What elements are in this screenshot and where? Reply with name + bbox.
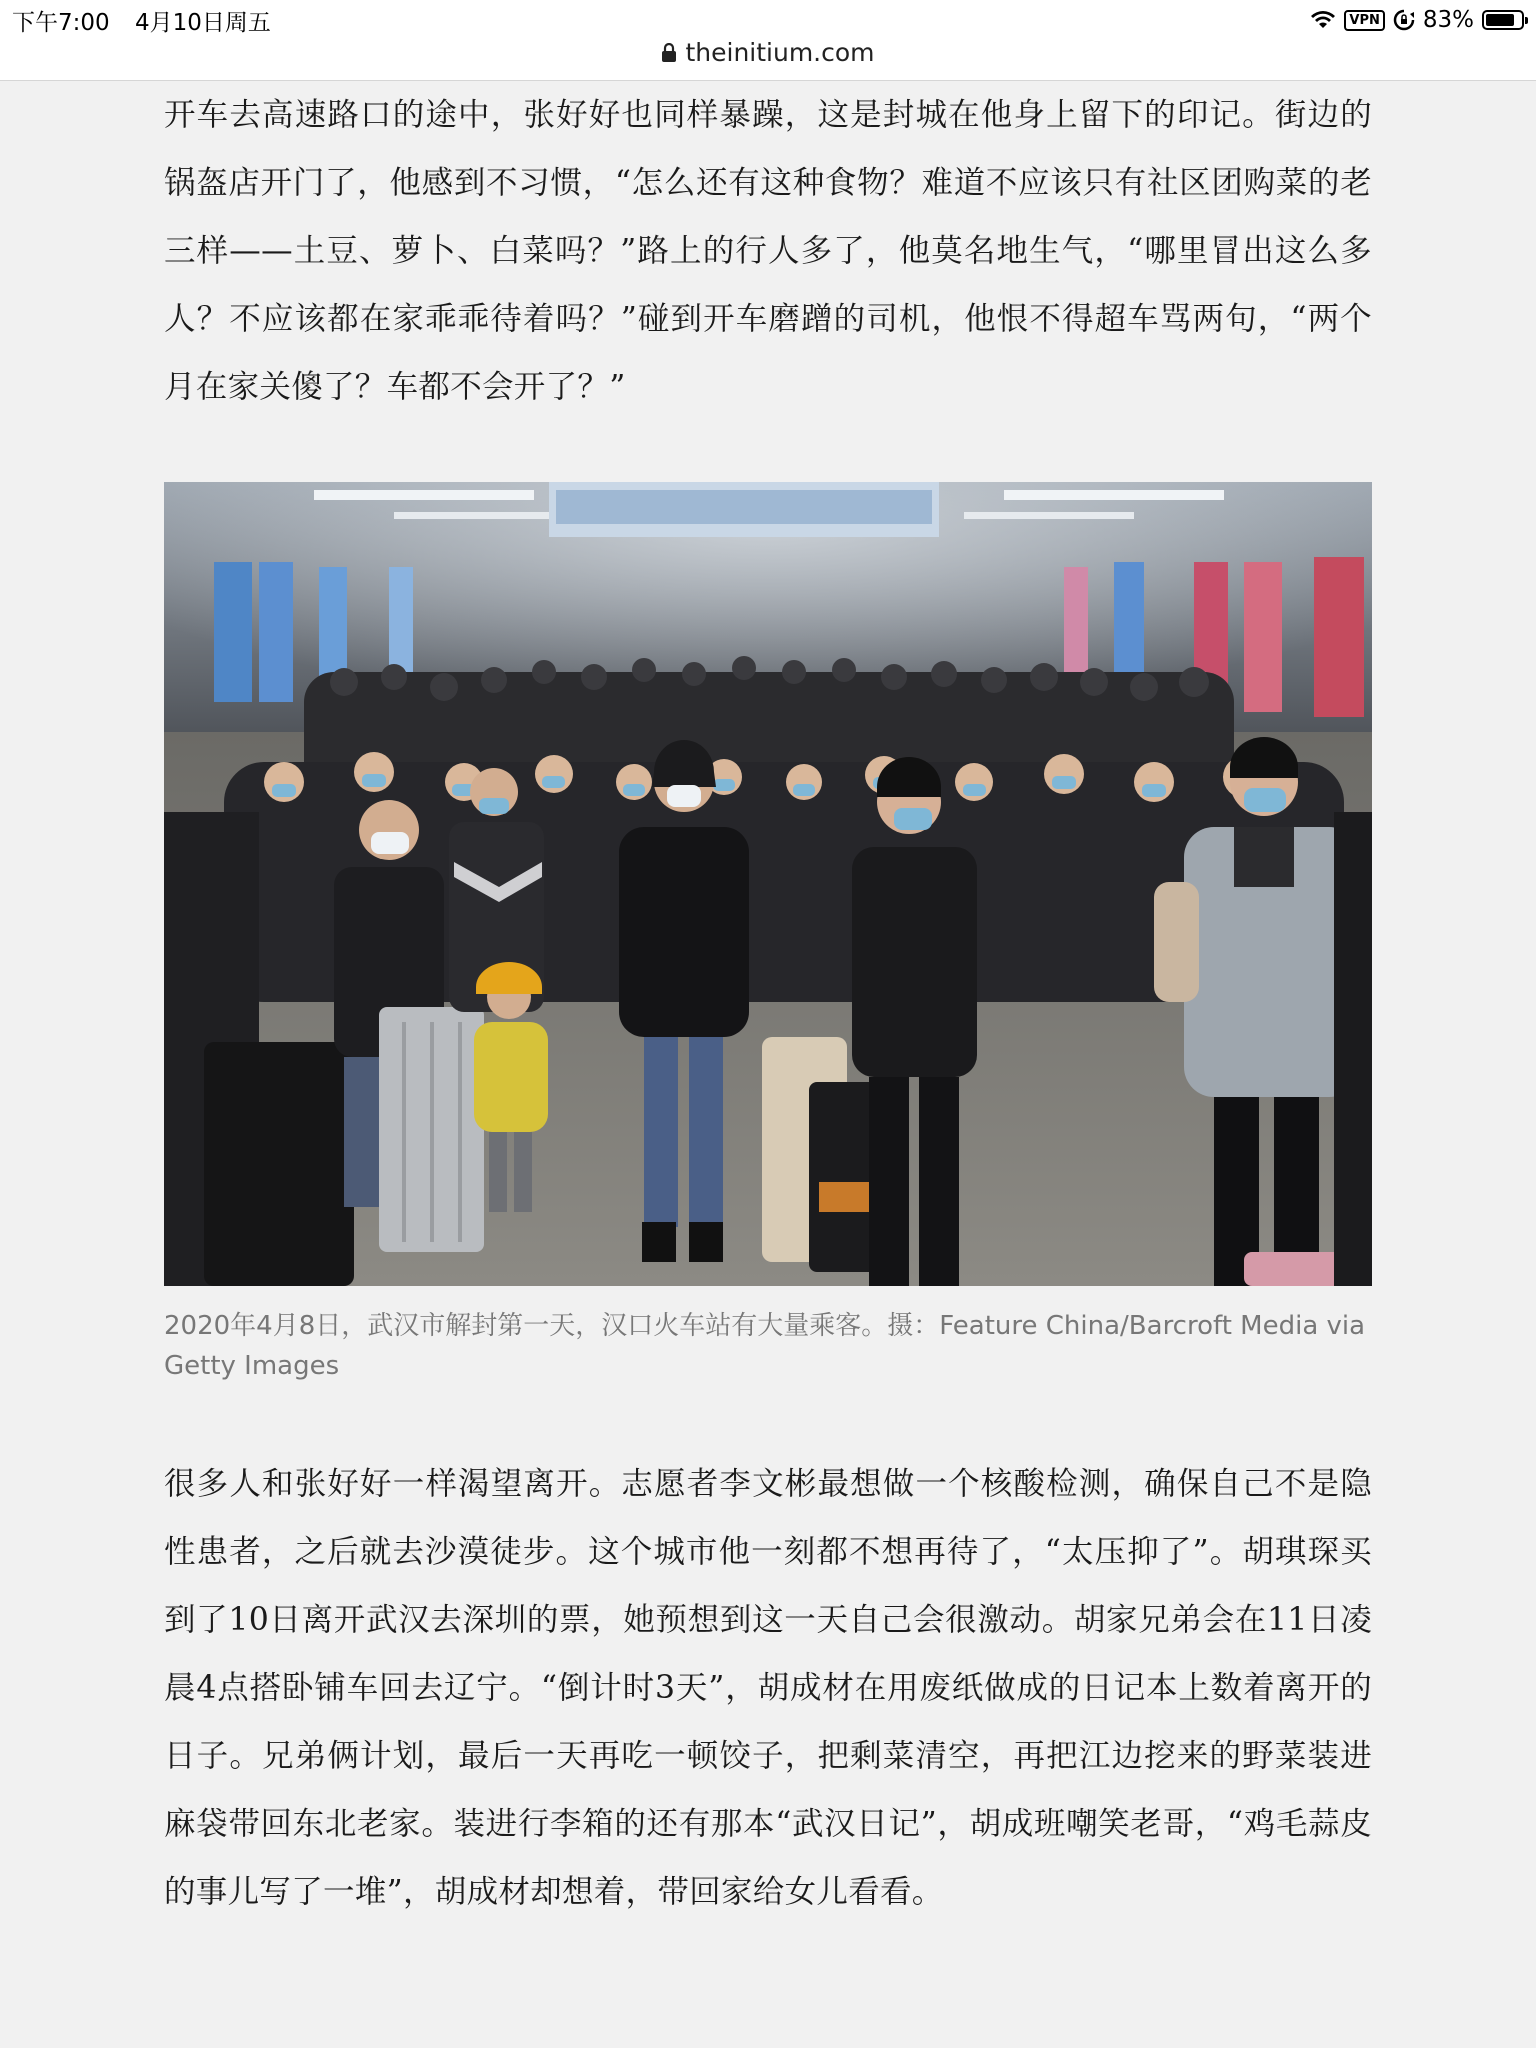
photo-caption: 2020年4月8日，武汉市解封第一天，汉口火车站有大量乘客。摄：Feature China/Barcroft Media via Getty Images xyxy=(164,1311,1366,1381)
battery-icon xyxy=(1482,10,1524,30)
lock-icon xyxy=(661,40,677,69)
station-crowd-image xyxy=(164,482,1372,1286)
article-photo[interactable] xyxy=(164,482,1372,1286)
wifi-icon xyxy=(1310,10,1336,30)
article-paragraph: 很多人和张好好一样渴望离开。志愿者李文彬最想做一个核酸检测，确保自己不是隐性患者，之后就去沙漠徒步。这个城市他一刻都不想再待了，“太压抑了”。胡琪琛买到了10日离开武汉去深圳的票，她预想到这一天自己会很激动。胡家兄弟会在11日凌晨4点搭卧铺车回去辽宁。“倒计时3天”，胡成材在用废纸做成的日记本上数着离开的日子。兄弟俩计划，最后一天再吃一顿饺子，把剩菜清空，再把江边挖来的野菜装进麻袋带回东北老家。装进行李箱的还有那本“武汉日记”，胡成班嘲笑老哥，“鸡毛蒜皮的事儿写了一堆”，胡成材却想着，带回家给女儿看看。 xyxy=(164,1466,1372,1910)
address-bar[interactable] xyxy=(0,38,1536,69)
vpn-badge: VPN xyxy=(1344,10,1384,31)
url-text: theinitium.com xyxy=(685,38,875,67)
battery-percent: 83% xyxy=(1422,7,1474,33)
status-bar-right xyxy=(1310,4,1524,36)
status-time: 下午7:00 xyxy=(12,10,110,36)
status-date: 4月10日周五 xyxy=(134,10,271,36)
browser-top-bar xyxy=(0,0,1536,81)
status-bar-left xyxy=(12,4,289,37)
rotation-lock-icon xyxy=(1393,9,1415,31)
article-paragraph: 开车去高速路口的途中，张好好也同样暴躁，这是封城在他身上留下的印记。街边的锅盔店开门了，他感到不习惯，“怎么还有这种食物？难道不应该只有社区团购菜的老三样——土豆、萝卜、白菜吗？”路上的行人多了，他莫名地生气，“哪里冒出这么多人？不应该都在家乖乖待着吗？”碰到开车磨蹭的司机，他恨不得超车骂两句，“两个月在家关傻了？车都不会开了？” xyxy=(164,97,1372,405)
